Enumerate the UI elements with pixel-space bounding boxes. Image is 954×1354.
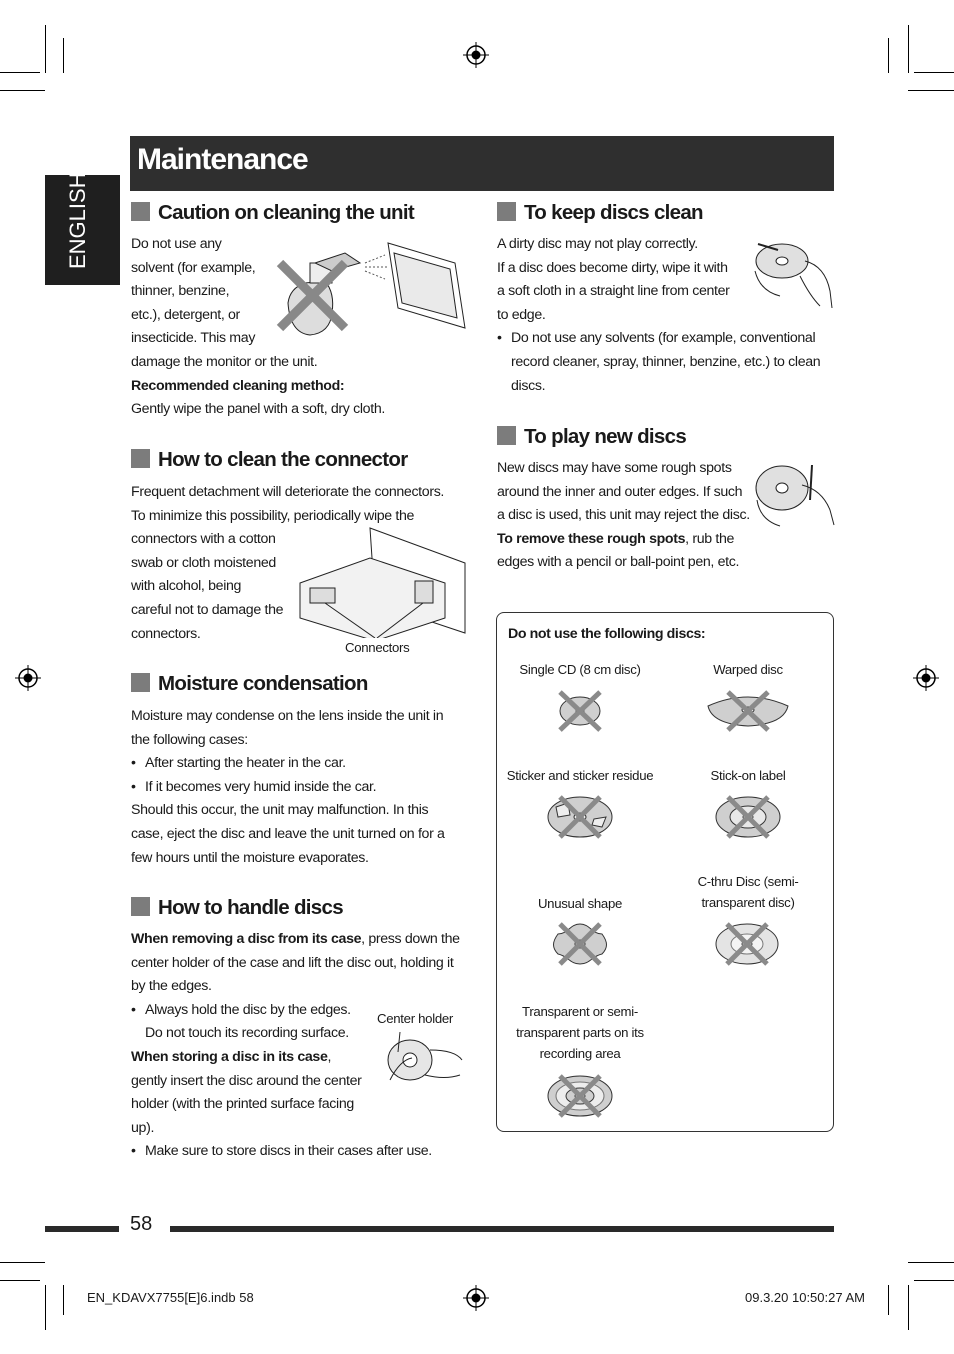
rough-spots-illustration: [752, 460, 837, 530]
footer-rule-right: [170, 1226, 834, 1232]
no-spray-illustration: [270, 233, 470, 338]
page-number: 58: [130, 1213, 153, 1235]
heading-caution: Caution on cleaning the unit: [131, 201, 414, 225]
heading-new-discs: To play new discs: [497, 425, 686, 449]
disc-label-warped: Warped disc: [713, 662, 783, 677]
warped-disc-icon: [704, 688, 792, 734]
registration-mark-icon: [913, 665, 939, 691]
registration-mark-icon: [15, 665, 41, 691]
center-holder-illustration: [370, 1030, 465, 1090]
disc-label-cthru: C-thru Disc (semi- transparent disc): [697, 874, 799, 910]
heading-connector: How to clean the connector: [131, 448, 407, 472]
cthru-disc-icon: [712, 920, 782, 968]
footer-rule-left: [45, 1226, 119, 1232]
do-not-use-title: Do not use the following discs:: [508, 626, 706, 642]
caution-text: Do not use any solvent (for example, thinner, benzine, etc.), detergent, or insecticide. This may damage the monitor or the unit. Recommended cleaning method: Gently wipe the panel with a soft, dry cloth.: [131, 236, 385, 418]
keep-clean-text: A dirty disc may not play correctly. If a disc does become dirty, wipe it with a soft cloth in a straight line from center to edge. • Do not use any solvents (for example, conventional record cleaner, spray, thinner, benzine, etc.) to clean discs.: [497, 233, 837, 398]
disc-label-sticker: Sticker and sticker residue: [506, 768, 654, 783]
connectors-callout: Connectors: [345, 640, 410, 655]
center-holder-callout: Center holder: [377, 1011, 454, 1026]
single-cd-icon: [552, 688, 608, 734]
stick-on-label-icon: [712, 793, 784, 841]
handle-text: When removing a disc from its case, press down the center holder of the case and lift the disc out, holding it by the edges. • Always hold the disc by the edges. Do not touch its recording surface. When storing a disc in its case, gently insert the disc around the center holder (with the printed surface facing up). • Make sure to store discs in their cases after use.: [131, 928, 476, 1164]
language-label: ENGLISH: [65, 172, 90, 269]
disc-label-transparent-parts: Transparent or semi- transparent parts on its recording area: [516, 1004, 644, 1061]
footer-file: EN_KDAVX7755[E]6.indb 58: [87, 1290, 254, 1305]
connector-illustration: [295, 523, 470, 638]
title-bar: [130, 136, 834, 191]
heading-moisture: Moisture condensation: [131, 672, 368, 696]
heading-handle: How to handle discs: [131, 896, 343, 920]
sticker-disc-icon: [544, 793, 616, 841]
heading-keep-clean: To keep discs clean: [497, 201, 703, 225]
moisture-text: Moisture may condense on the lens inside the unit in the following cases: • After starting the heater in the car. • If it becomes very humid inside the car. Should this occur, the unit may malfunction. In this case, eject the disc and leave the unit turned on for a few hours until the moisture evaporates.: [131, 705, 445, 870]
disc-label-stick-on: Stick-on label: [710, 768, 786, 783]
unusual-shape-icon: [550, 920, 610, 968]
connector-text: Frequent detachment will deteriorate the connectors. To minimize this possibility, periodically wipe the connectors with a cotton swab or cloth moistened with alcohol, being careful not to damage the connectors.: [131, 484, 445, 642]
registration-mark-icon: [463, 1285, 489, 1311]
footer-timestamp: 09.3.20 10:50:27 AM: [745, 1290, 865, 1305]
language-tab: [45, 172, 120, 285]
new-discs-text: New discs may have some rough spots around the inner and outer edges. If such a disc is used, this unit may reject the disc. To remove these rough spots, rub the edges with a pencil or ball-point pen, etc.: [497, 460, 750, 571]
transparent-parts-icon: [544, 1072, 616, 1120]
registration-mark-icon: [463, 42, 489, 68]
wipe-disc-illustration: [750, 236, 835, 311]
page-title: Maintenance: [137, 143, 308, 176]
disc-label-single-cd: Single CD (8 cm disc): [519, 662, 641, 677]
disc-label-unusual-shape: Unusual shape: [537, 896, 623, 911]
